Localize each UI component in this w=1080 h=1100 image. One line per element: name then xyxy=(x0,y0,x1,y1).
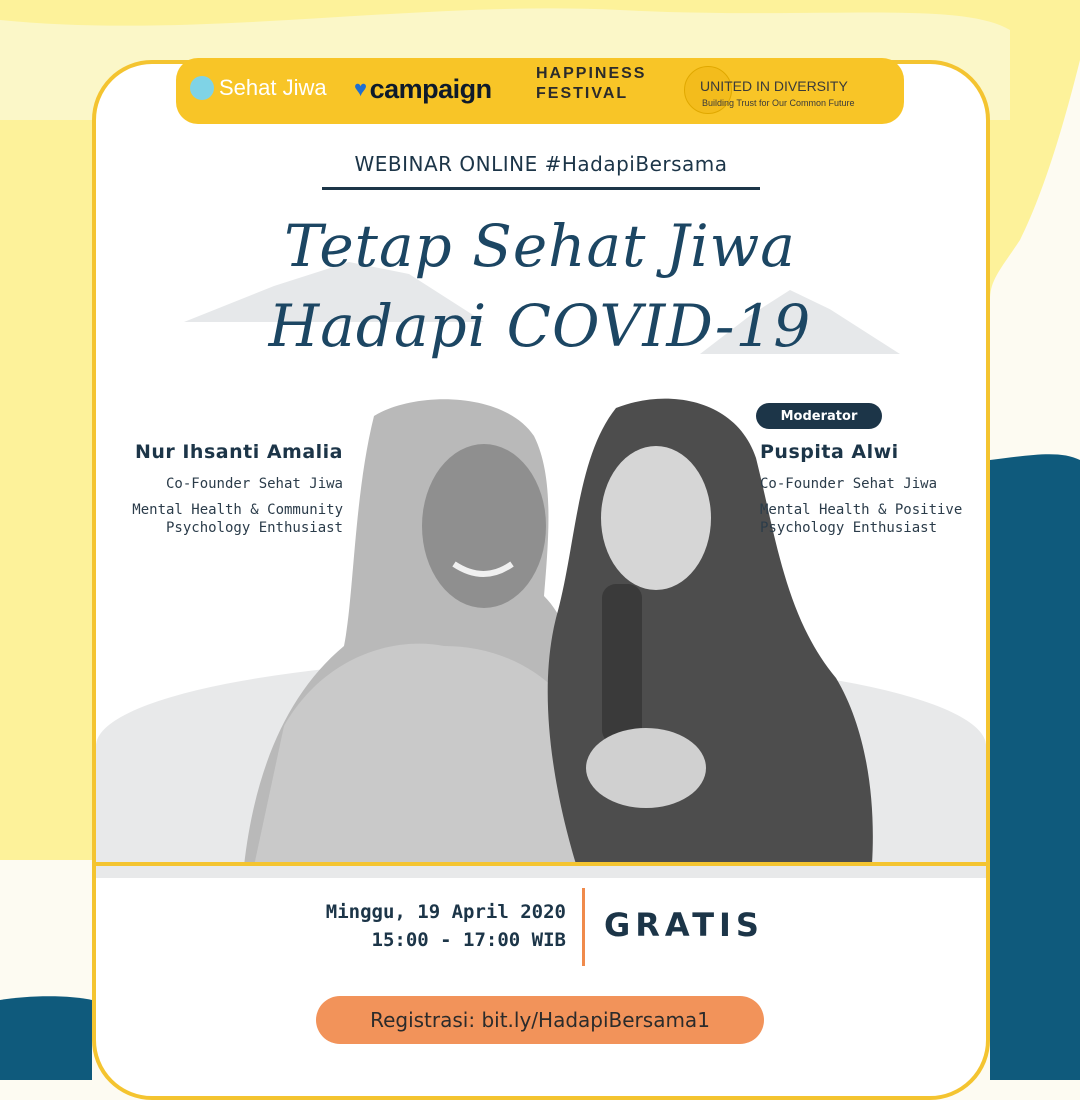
microphone-icon xyxy=(602,584,642,744)
event-time: 15:00 - 17:00 WIB xyxy=(371,929,566,951)
moderator-desc-line1: Mental Health & Positive xyxy=(760,502,963,518)
happiness-logo-line1: HAPPINESS xyxy=(536,65,647,82)
sehat-jiwa-logo-icon xyxy=(190,76,214,100)
speaker-desc-line2: Psychology Enthusiast xyxy=(165,520,343,536)
registration-link-button[interactable]: Registrasi: bit.ly/HadapiBersama1 xyxy=(316,996,764,1044)
campaign-logo xyxy=(354,72,492,106)
webinar-heading: WEBINAR ONLINE #HadapiBersama xyxy=(354,152,728,176)
title-line2: Hadapi COVID-19 xyxy=(268,292,812,360)
speaker-desc-line1: Mental Health & Community xyxy=(132,502,343,518)
united-logo-title: UNITED IN DIVERSITY xyxy=(700,78,848,94)
event-divider xyxy=(582,888,585,966)
price-label: GRATIS xyxy=(604,906,764,944)
moderator-role: Co-Founder Sehat Jiwa xyxy=(760,476,938,492)
moderator-desc-line2: Psychology Enthusiast xyxy=(760,520,938,536)
speaker-role: Co-Founder Sehat Jiwa xyxy=(165,476,343,492)
heading-underline xyxy=(322,187,760,190)
sehat-jiwa-logo-text: Sehat Jiwa xyxy=(219,75,327,100)
moderator-badge: Moderator xyxy=(756,403,882,429)
happiness-logo-line2: FESTIVAL xyxy=(536,85,629,102)
event-datetime xyxy=(290,898,566,954)
speaker-name: Nur Ihsanti Amalia xyxy=(134,441,343,463)
happiness-festival-logo xyxy=(536,64,670,120)
moderator-name: Puspita Alwi xyxy=(760,441,899,463)
title-line1: Tetap Sehat Jiwa xyxy=(284,212,796,280)
united-in-diversity-logo xyxy=(684,66,884,116)
photo-bottom-border xyxy=(96,862,986,866)
speaker-face xyxy=(422,444,546,608)
teal-blob-bottom-left xyxy=(0,996,92,1080)
moderator-hands xyxy=(586,728,706,808)
campaign-logo-text: campaign xyxy=(369,73,492,104)
sehat-jiwa-logo xyxy=(190,72,327,104)
heart-icon: ♥ xyxy=(354,76,367,101)
moderator-photo xyxy=(536,398,876,864)
moderator-hijab xyxy=(548,399,873,864)
event-date: Minggu, 19 April 2020 xyxy=(325,901,566,923)
united-logo-tagline: Building Trust for Our Common Future xyxy=(702,98,855,108)
moderator-face xyxy=(601,446,711,590)
teal-blob-right xyxy=(990,454,1080,1080)
